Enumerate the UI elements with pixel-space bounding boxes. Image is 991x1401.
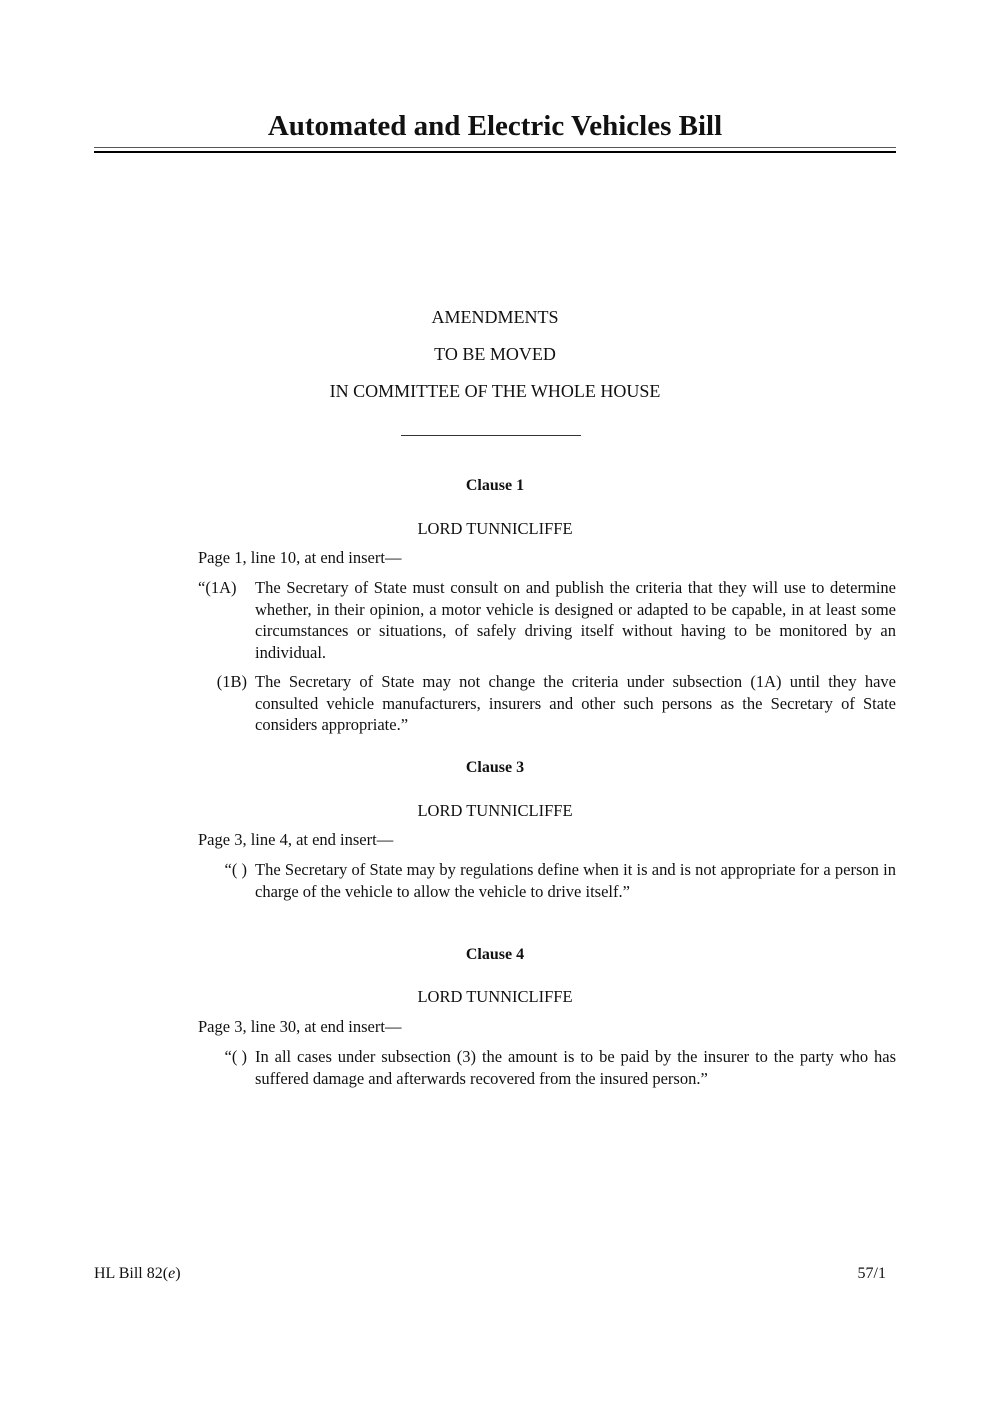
title-rule-thin (94, 147, 896, 148)
amendment-instruction: Page 3, line 4, at end insert— (198, 830, 394, 849)
subsection-number: “(1A) (198, 578, 237, 597)
clause-heading: Clause 4 (465, 946, 525, 963)
bill-reference (94, 1264, 181, 1284)
subsection (198, 1046, 896, 1089)
subsection-text: The Secretary of State may not change the criteria under subsection (1A) until they have consulted vehicle manufacturers, insurers and other such persons as the Secretary of State considers appropriate.” (255, 672, 896, 734)
amendment-instruction: Page 3, line 30, at end insert— (198, 1017, 402, 1036)
amendment-instruction: Page 1, line 10, at end insert— (198, 548, 402, 567)
bill-reference-suffix: ) (175, 1265, 181, 1282)
subsection-text: The Secretary of State may by regulations define when it is and is not appropriate for a person in charge of the vehicle to allow the vehicle to drive itself.” (255, 860, 896, 901)
section-divider (401, 435, 581, 436)
heading-amendments: AMENDMENTS (431, 307, 559, 327)
subsection-text: In all cases under subsection (3) the amount is to be paid by the insurer to the party who has suffered damage and afterwards recovered from the insured person.” (255, 1047, 896, 1088)
subsection (198, 671, 896, 736)
bill-reference-prefix: HL Bill 82( (94, 1265, 169, 1282)
subsection-number: “( ) (224, 860, 247, 879)
page-title: Automated and Electric Vehicles Bill (267, 110, 723, 142)
heading-to-be-moved: TO BE MOVED (434, 344, 556, 364)
mover-name: LORD TUNNICLIFFE (417, 987, 573, 1006)
subsection-number: (1B) (216, 672, 247, 691)
clause-heading: Clause 3 (465, 759, 525, 776)
page-reference: 57/1 (857, 1265, 886, 1282)
bill-reference-italic: e (168, 1265, 176, 1282)
title-rule-thick (94, 151, 896, 153)
subsection (198, 577, 896, 663)
heading-committee: IN COMMITTEE OF THE WHOLE HOUSE (329, 381, 661, 401)
clause-heading: Clause 1 (465, 477, 525, 494)
mover-name: LORD TUNNICLIFFE (417, 801, 573, 820)
subsection-number: “( ) (224, 1047, 247, 1066)
mover-name: LORD TUNNICLIFFE (417, 519, 573, 538)
subsection-text: The Secretary of State must consult on and publish the criteria that they will use to determine whether, in their opinion, a motor vehicle is designed or adapted to be capable, in at least some circumstances or situations, of safely driving itself without having to be monitored by an individual. (255, 578, 896, 662)
subsection (198, 859, 896, 902)
